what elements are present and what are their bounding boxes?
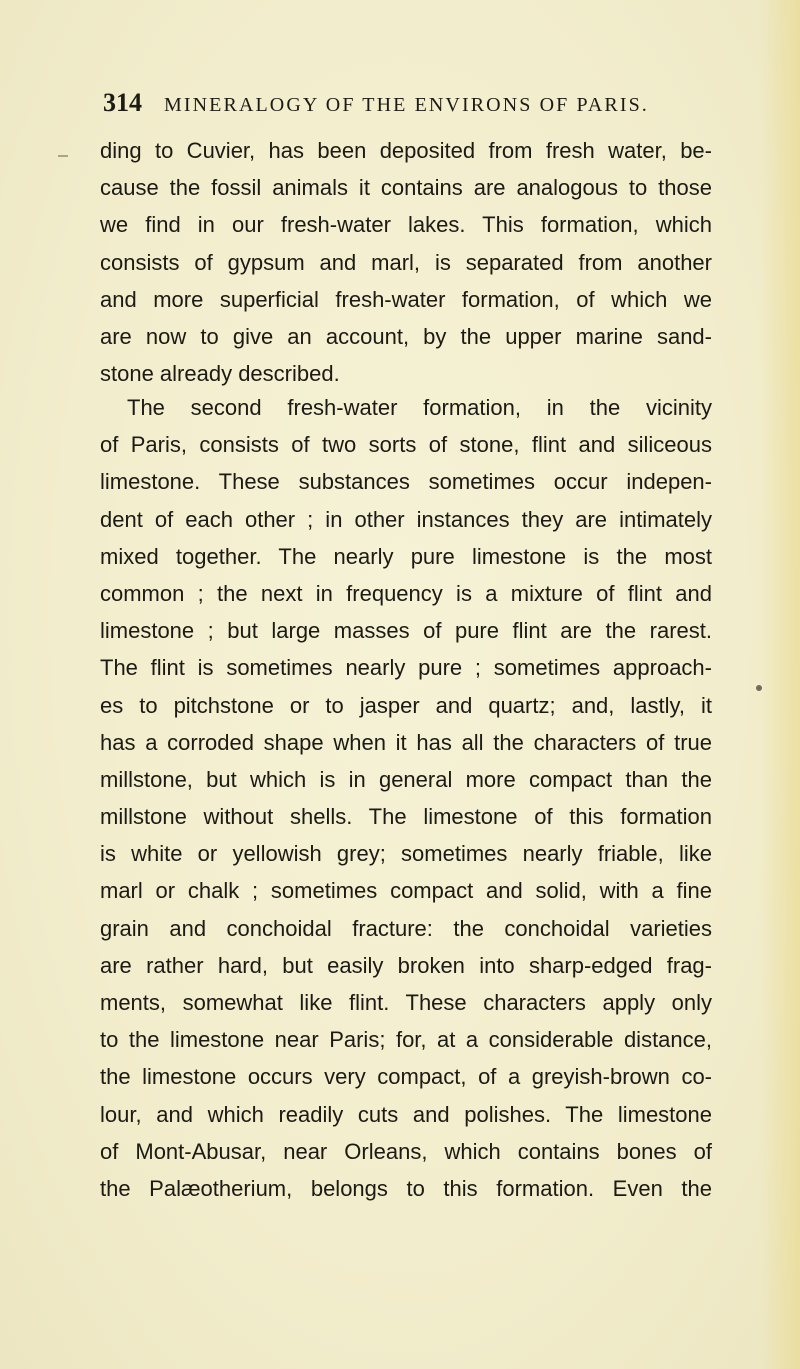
text-line: The second fresh-water formation, in the vicinity: [127, 395, 712, 420]
text-line: common ; the next in frequency is a mixture of flint and: [100, 580, 712, 606]
margin-mark: [58, 155, 68, 157]
text-line: consists of gypsum and marl, is separated from another: [100, 249, 712, 275]
text-line: stone already described.: [100, 361, 340, 387]
page-number: 314: [103, 88, 142, 117]
page-edge-shading: [760, 0, 800, 1369]
text-line: limestone. These substances sometimes occur indepen-: [100, 469, 712, 495]
text-line: marl or chalk ; sometimes compact and solid, with a fine: [100, 878, 712, 904]
margin-dot: [756, 685, 762, 691]
text-line: of Mont-Abusar, near Orleans, which contains bones of: [100, 1138, 712, 1164]
text-line: millstone, but which is in general more compact than the: [100, 766, 712, 792]
text-line: ding to Cuvier, has been deposited from fresh water, be-: [100, 138, 712, 163]
text-line: the limestone occurs very compact, of a greyish-brown co-: [100, 1064, 712, 1090]
running-header: [103, 88, 703, 118]
text-line: millstone without shells. The limestone of this formation: [100, 804, 712, 830]
text-line: es to pitchstone or to jasper and quartz; and, lastly, it: [100, 692, 712, 718]
text-line: ments, somewhat like flint. These characters apply only: [100, 990, 712, 1015]
text-line: grain and conchoidal fracture: the conchoidal varieties: [100, 915, 712, 941]
running-title: MINERALOGY OF THE ENVIRONS OF PARIS.: [164, 94, 649, 116]
text-line: of Paris, consists of two sorts of stone, flint and siliceous: [100, 432, 712, 458]
text-line: mixed together. The nearly pure limestone is the most: [100, 543, 712, 569]
text-line: cause the fossil animals it contains are analogous to those: [100, 175, 712, 201]
paragraph-1: [100, 132, 712, 392]
text-line: The flint is sometimes nearly pure ; sometimes approach-: [100, 655, 712, 681]
text-line: dent of each other ; in other instances they are intimately: [100, 506, 712, 532]
text-line: is white or yellowish grey; sometimes nearly friable, like: [100, 841, 712, 867]
text-line: to the limestone near Paris; for, at a considerable distance,: [100, 1027, 712, 1053]
text-line: are now to give an account, by the upper marine sand-: [100, 323, 712, 349]
text-line: are rather hard, but easily broken into sharp-edged frag-: [100, 952, 712, 978]
text-line: limestone ; but large masses of pure flint are the rarest.: [100, 618, 712, 644]
text-line: has a corroded shape when it has all the characters of true: [100, 729, 712, 755]
text-line: the Palæotherium, belongs to this formation. Even the: [100, 1175, 712, 1201]
text-line: we find in our fresh-water lakes. This formation, which: [100, 212, 712, 238]
paragraph-2: [100, 389, 712, 1207]
text-line: and more superficial fresh-water formation, of which we: [100, 286, 712, 312]
text-line: lour, and which readily cuts and polishes. The limestone: [100, 1101, 712, 1127]
